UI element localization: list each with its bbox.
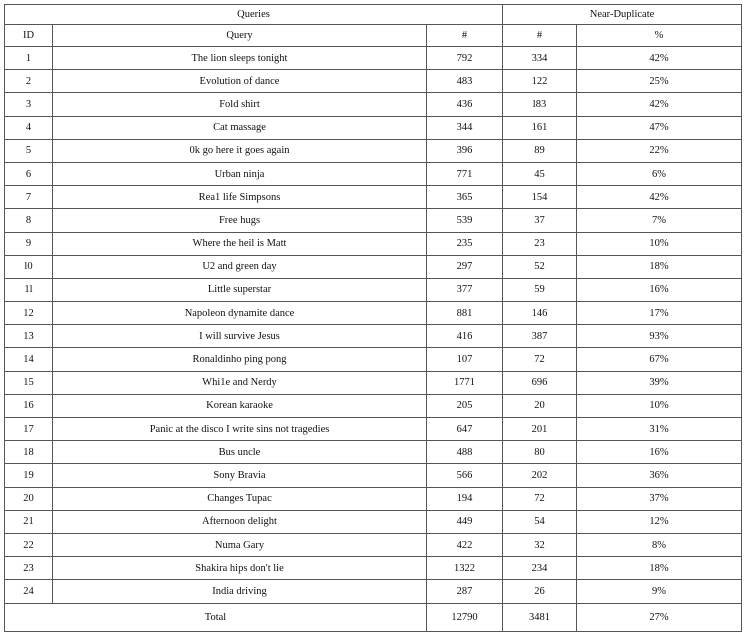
table-row — [5, 162, 742, 185]
row-query-cell: Evolution of dance — [53, 70, 427, 93]
column-header-row — [5, 25, 742, 47]
row-query-cell: Changes Tupac — [53, 487, 427, 510]
row-nd-percent-cell: 39% — [577, 371, 742, 394]
row-query-cell: Panic at the disco I write sins not tragedies — [53, 418, 427, 441]
row-id-cell: 9 — [5, 232, 53, 255]
total-row — [5, 603, 742, 631]
row-nd-percent-cell: 18% — [577, 557, 742, 580]
row-nd-percent-cell: 16% — [577, 441, 742, 464]
row-nd-count-cell: 32 — [503, 533, 577, 556]
row-nd-percent-cell: 6% — [577, 162, 742, 185]
row-nd-count-cell: 89 — [503, 139, 577, 162]
row-nd-count-cell: 234 — [503, 557, 577, 580]
row-count-cell: 1771 — [427, 371, 503, 394]
row-nd-percent-cell: 37% — [577, 487, 742, 510]
table-row — [5, 394, 742, 417]
row-nd-percent-cell: 93% — [577, 325, 742, 348]
row-count-cell: 205 — [427, 394, 503, 417]
row-query-cell: Bus uncle — [53, 441, 427, 464]
row-nd-count-cell: 59 — [503, 278, 577, 301]
row-id-cell: 22 — [5, 533, 53, 556]
group-header-row — [5, 5, 742, 25]
row-id-cell: 2 — [5, 70, 53, 93]
row-nd-count-cell: 201 — [503, 418, 577, 441]
table-row — [5, 209, 742, 232]
row-id-cell: 3 — [5, 93, 53, 116]
row-nd-count-cell: 72 — [503, 487, 577, 510]
row-id-cell: 1l — [5, 278, 53, 301]
row-nd-percent-cell: 22% — [577, 139, 742, 162]
table-row — [5, 186, 742, 209]
row-count-cell: 377 — [427, 278, 503, 301]
row-nd-count-cell: l83 — [503, 93, 577, 116]
row-query-cell: Ronaldinho ping pong — [53, 348, 427, 371]
row-nd-percent-cell: 9% — [577, 580, 742, 603]
row-nd-count-cell: 146 — [503, 302, 577, 325]
row-nd-percent-cell: 31% — [577, 418, 742, 441]
row-count-cell: 416 — [427, 325, 503, 348]
row-query-cell: Numa Gary — [53, 533, 427, 556]
row-nd-count-cell: 20 — [503, 394, 577, 417]
row-id-cell: 18 — [5, 441, 53, 464]
row-nd-percent-cell: 67% — [577, 348, 742, 371]
table-body — [5, 47, 742, 604]
row-id-cell: 7 — [5, 186, 53, 209]
row-nd-count-cell: 54 — [503, 510, 577, 533]
row-nd-percent-cell: 17% — [577, 302, 742, 325]
id-column-header: ID — [5, 25, 53, 47]
table-row — [5, 302, 742, 325]
row-query-cell: U2 and green day — [53, 255, 427, 278]
row-nd-percent-cell: 16% — [577, 278, 742, 301]
row-nd-percent-cell: 42% — [577, 186, 742, 209]
row-query-cell: Urban ninja — [53, 162, 427, 185]
row-nd-percent-cell: 18% — [577, 255, 742, 278]
row-count-cell: 1322 — [427, 557, 503, 580]
row-id-cell: 19 — [5, 464, 53, 487]
row-query-cell: Napoleon dynamite dance — [53, 302, 427, 325]
nd-count-column-header: # — [503, 25, 577, 47]
row-nd-count-cell: 122 — [503, 70, 577, 93]
row-id-cell: 1 — [5, 47, 53, 70]
row-count-cell: 396 — [427, 139, 503, 162]
row-query-cell: Korean karaoke — [53, 394, 427, 417]
row-id-cell: 13 — [5, 325, 53, 348]
total-nd-count: 3481 — [503, 603, 577, 631]
row-count-cell: 344 — [427, 116, 503, 139]
row-id-cell: 14 — [5, 348, 53, 371]
table-row — [5, 580, 742, 603]
total-label: Total — [5, 603, 427, 631]
row-count-cell: 194 — [427, 487, 503, 510]
row-count-cell: 235 — [427, 232, 503, 255]
row-nd-percent-cell: 7% — [577, 209, 742, 232]
row-nd-count-cell: 154 — [503, 186, 577, 209]
row-id-cell: 23 — [5, 557, 53, 580]
row-query-cell: Rea1 life Simpsons — [53, 186, 427, 209]
row-query-cell: Free hugs — [53, 209, 427, 232]
row-nd-count-cell: 45 — [503, 162, 577, 185]
row-query-cell: Whi1e and Nerdy — [53, 371, 427, 394]
table-row — [5, 139, 742, 162]
row-query-cell: Afternoon delight — [53, 510, 427, 533]
row-nd-count-cell: 37 — [503, 209, 577, 232]
row-id-cell: 16 — [5, 394, 53, 417]
near-duplicate-group-header: Near-Duplicate — [503, 5, 742, 25]
table-row — [5, 116, 742, 139]
total-nd-percent: 27% — [577, 603, 742, 631]
row-nd-percent-cell: 25% — [577, 70, 742, 93]
row-count-cell: 771 — [427, 162, 503, 185]
total-count: 12790 — [427, 603, 503, 631]
row-count-cell: 792 — [427, 47, 503, 70]
row-nd-count-cell: 26 — [503, 580, 577, 603]
row-query-cell: Sony Bravia — [53, 464, 427, 487]
row-count-cell: 449 — [427, 510, 503, 533]
row-id-cell: 15 — [5, 371, 53, 394]
row-id-cell: 8 — [5, 209, 53, 232]
table-row — [5, 232, 742, 255]
table-row — [5, 487, 742, 510]
table-row — [5, 255, 742, 278]
row-nd-count-cell: 334 — [503, 47, 577, 70]
row-nd-percent-cell: 8% — [577, 533, 742, 556]
row-count-cell: 566 — [427, 464, 503, 487]
row-count-cell: 483 — [427, 70, 503, 93]
nd-percent-column-header: % — [577, 25, 742, 47]
row-nd-percent-cell: 47% — [577, 116, 742, 139]
row-nd-count-cell: 72 — [503, 348, 577, 371]
row-count-cell: 539 — [427, 209, 503, 232]
table-row — [5, 70, 742, 93]
row-nd-count-cell: 161 — [503, 116, 577, 139]
row-id-cell: 5 — [5, 139, 53, 162]
row-count-cell: 647 — [427, 418, 503, 441]
row-query-cell: The lion sleeps tonight — [53, 47, 427, 70]
table-row — [5, 47, 742, 70]
row-id-cell: 12 — [5, 302, 53, 325]
row-id-cell: 24 — [5, 580, 53, 603]
row-id-cell: l0 — [5, 255, 53, 278]
row-query-cell: 0k go here it goes again — [53, 139, 427, 162]
row-nd-count-cell: 696 — [503, 371, 577, 394]
row-id-cell: 21 — [5, 510, 53, 533]
row-query-cell: India driving — [53, 580, 427, 603]
row-count-cell: 107 — [427, 348, 503, 371]
table-row — [5, 93, 742, 116]
row-id-cell: 20 — [5, 487, 53, 510]
row-id-cell: 4 — [5, 116, 53, 139]
row-id-cell: 17 — [5, 418, 53, 441]
table-row — [5, 278, 742, 301]
table-row — [5, 557, 742, 580]
count-column-header: # — [427, 25, 503, 47]
row-nd-percent-cell: 42% — [577, 47, 742, 70]
row-nd-percent-cell: 42% — [577, 93, 742, 116]
row-count-cell: 488 — [427, 441, 503, 464]
row-count-cell: 287 — [427, 580, 503, 603]
row-count-cell: 436 — [427, 93, 503, 116]
row-nd-percent-cell: 12% — [577, 510, 742, 533]
row-nd-count-cell: 80 — [503, 441, 577, 464]
row-nd-count-cell: 52 — [503, 255, 577, 278]
row-id-cell: 6 — [5, 162, 53, 185]
queries-group-header: Queries — [5, 5, 503, 25]
row-query-cell: Where the heil is Matt — [53, 232, 427, 255]
row-nd-count-cell: 202 — [503, 464, 577, 487]
row-count-cell: 881 — [427, 302, 503, 325]
row-query-cell: Little superstar — [53, 278, 427, 301]
table-row — [5, 325, 742, 348]
row-nd-percent-cell: 36% — [577, 464, 742, 487]
table-row — [5, 348, 742, 371]
near-duplicate-table — [4, 4, 742, 632]
table-row — [5, 533, 742, 556]
row-count-cell: 422 — [427, 533, 503, 556]
row-nd-count-cell: 387 — [503, 325, 577, 348]
table-row — [5, 441, 742, 464]
table-row — [5, 371, 742, 394]
row-nd-percent-cell: 10% — [577, 232, 742, 255]
row-query-cell: I will survive Jesus — [53, 325, 427, 348]
table-row — [5, 510, 742, 533]
query-column-header: Query — [53, 25, 427, 47]
row-nd-percent-cell: 10% — [577, 394, 742, 417]
row-query-cell: Fold shirt — [53, 93, 427, 116]
row-count-cell: 365 — [427, 186, 503, 209]
row-count-cell: 297 — [427, 255, 503, 278]
row-query-cell: Shakira hips don't lie — [53, 557, 427, 580]
table-row — [5, 464, 742, 487]
row-query-cell: Cat massage — [53, 116, 427, 139]
row-nd-count-cell: 23 — [503, 232, 577, 255]
table-row — [5, 418, 742, 441]
